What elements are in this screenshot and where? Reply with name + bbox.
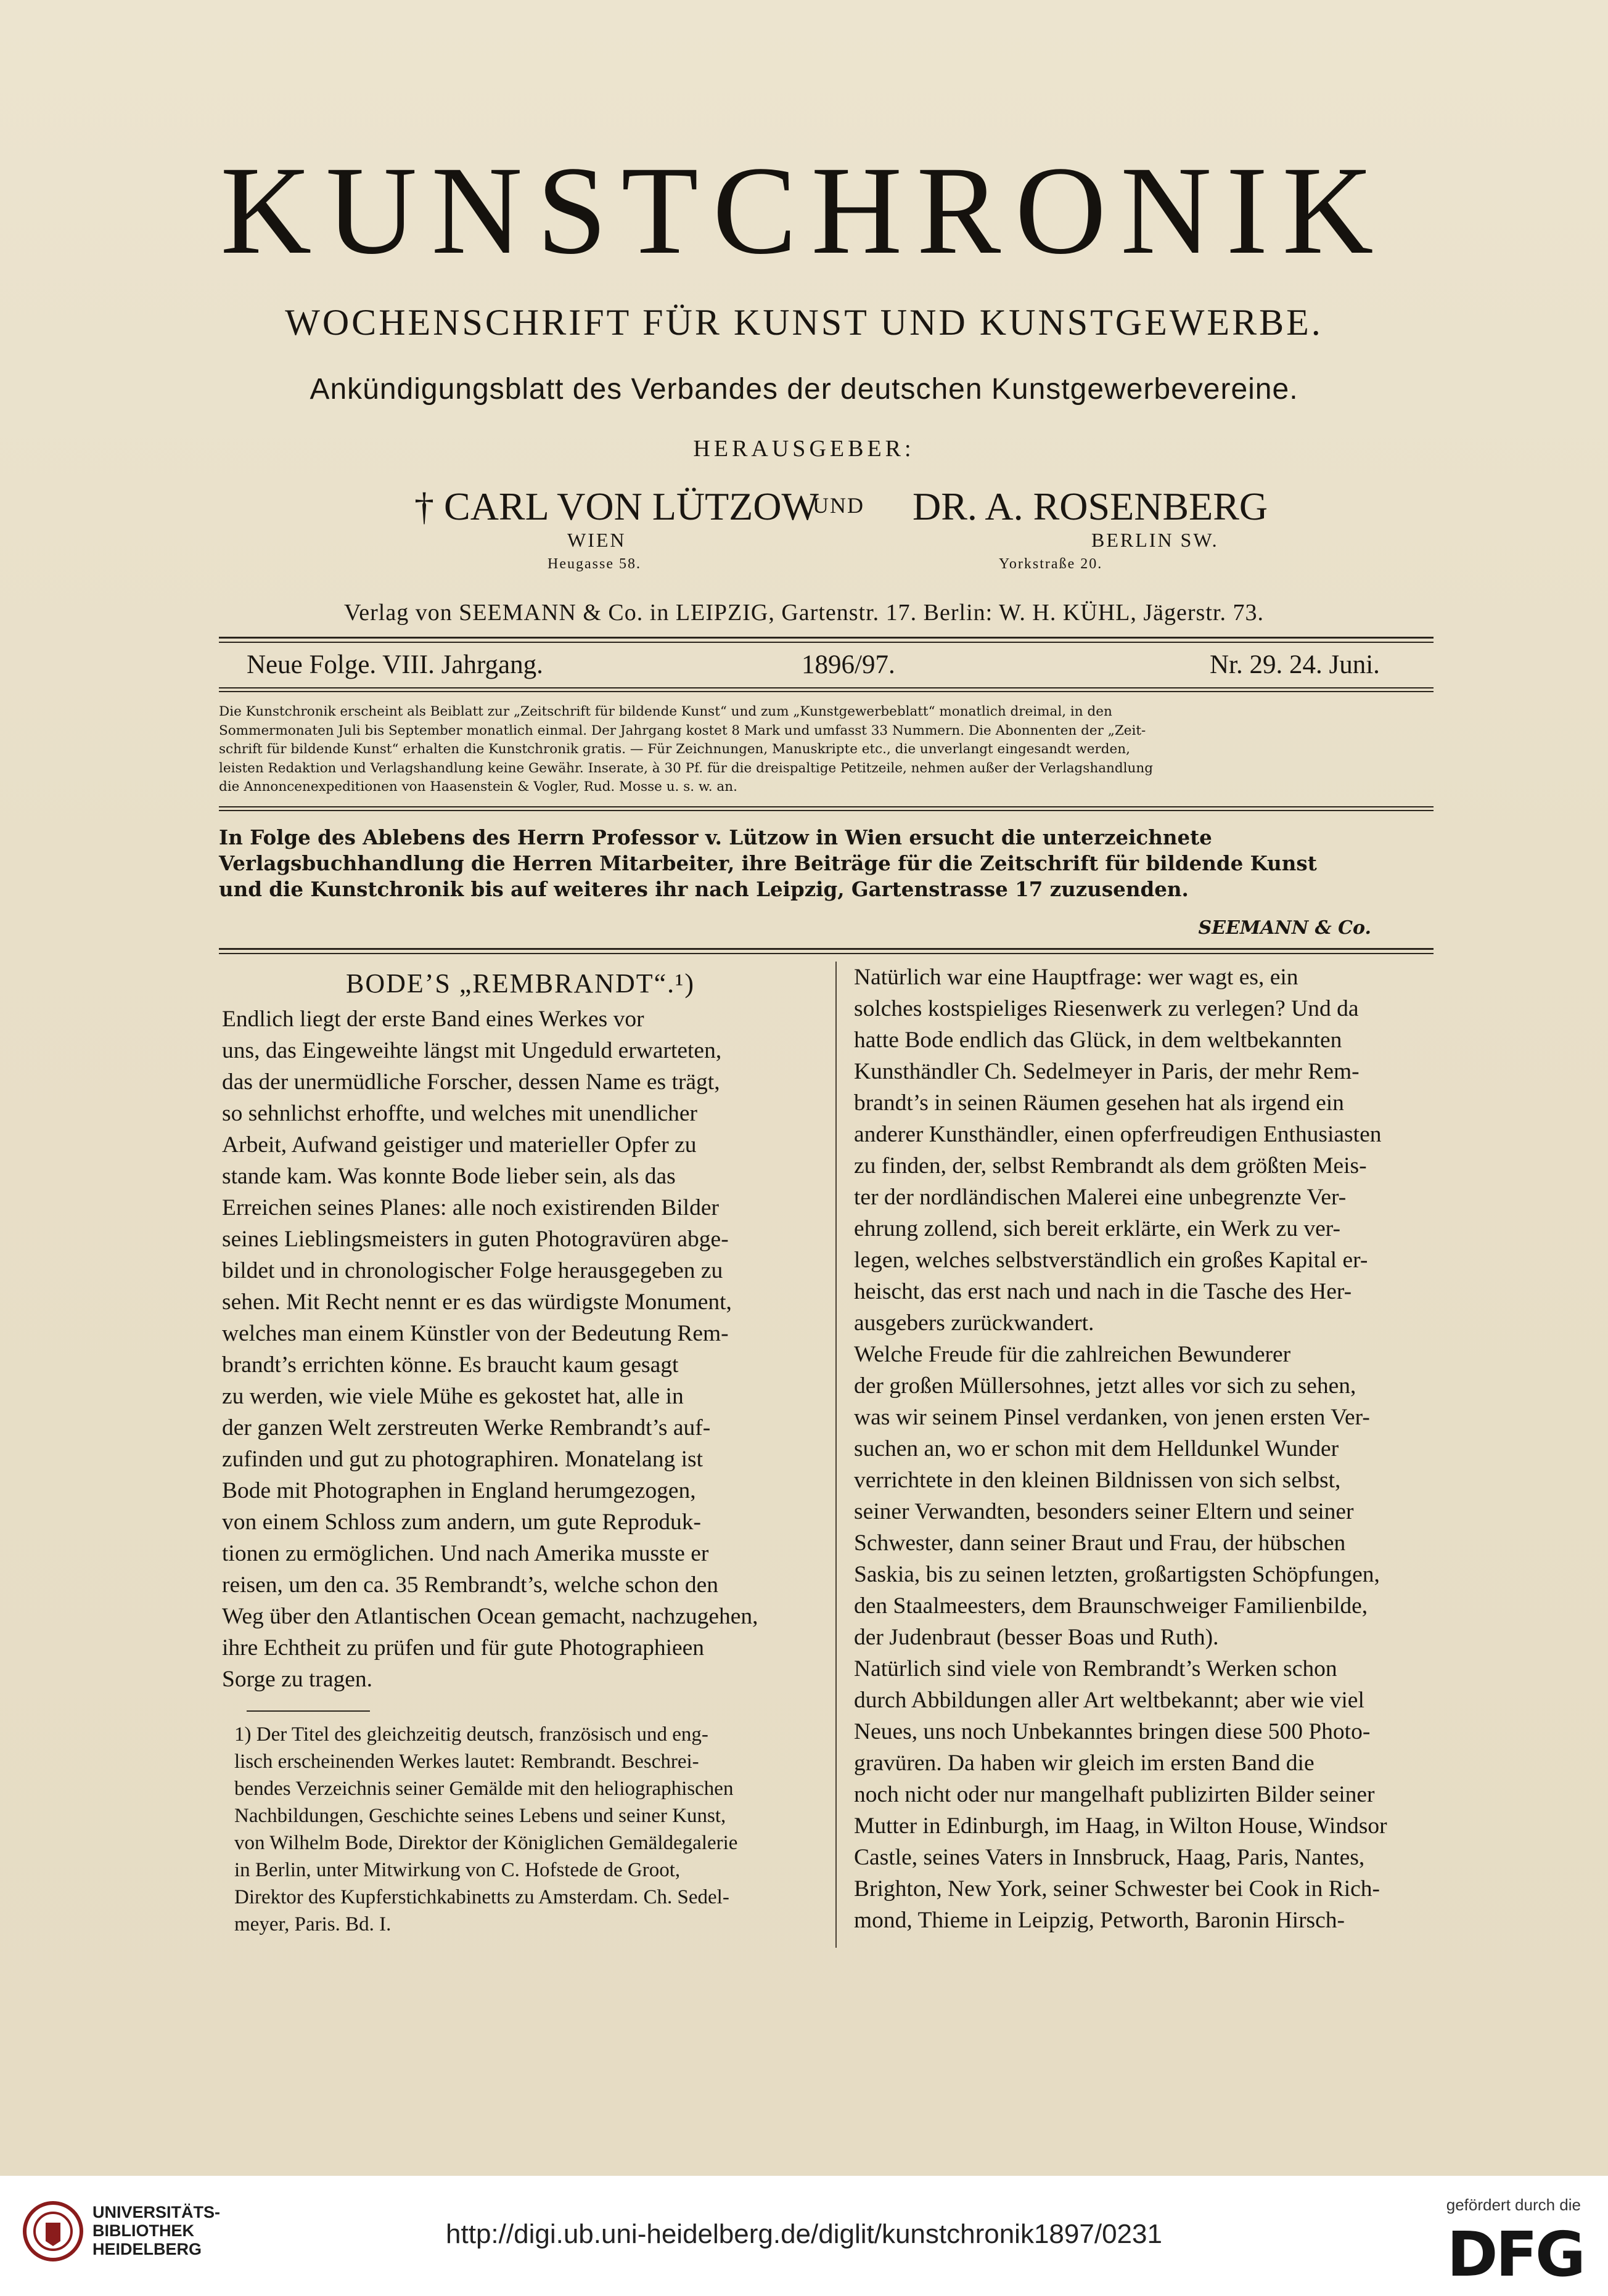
text-line: tionen zu ermöglichen. Und nach Amerika musste er (222, 1541, 709, 1566)
issue-number: Nr. 29. 24. Juni. (1210, 650, 1380, 679)
library-line: UNIVERSITÄTS- (92, 2203, 221, 2221)
herausgeber-label: HERAUSGEBER: (693, 436, 915, 462)
editor2-city: BERLIN SW. (1091, 529, 1219, 551)
text-line: sehen. Mit Recht nennt er es das würdigste Monument, (222, 1289, 732, 1315)
footnote-line: bendes Verzeichnis seiner Gemälde mit den heliographischen (234, 1778, 734, 1800)
text-line: so sehnlichst erhoffte, und welches mit unendlicher (222, 1101, 697, 1126)
library-line: HEIDELBERG (92, 2240, 202, 2258)
notice-line: leisten Redaktion und Verlagshandlung keine Gewähr. Inserate, à 30 Pf. für die dreispaltige Petitzeile, nehmen außer der Verlagshandlung (219, 760, 1153, 776)
editor2-address: Yorkstraße 20. (999, 556, 1103, 572)
text-line: Bode mit Photographen in England herumgezogen, (222, 1478, 696, 1503)
und-word: UND (813, 493, 864, 518)
publisher-line: Verlag von SEEMANN & Co. in LEIPZIG, Gartenstr. 17. Berlin: W. H. KÜHL, Jägerstr. 73. (344, 600, 1264, 626)
masthead-subtitle: WOCHENSCHRIFT FÜR KUNST UND KUNSTGEWERBE. (285, 302, 1323, 343)
text-line: seiner Verwandten, besonders seiner Eltern und seiner (854, 1499, 1354, 1524)
permalink-url[interactable]: http://digi.ub.uni-heidelberg.de/diglit/kunstchronik1897/0231 (446, 2219, 1162, 2249)
text-line: was wir seinem Pinsel verdanken, von jenen ersten Ver- (854, 1405, 1370, 1430)
rule-article-1 (219, 948, 1434, 950)
publisher-signature: SEEMANN & Co. (1198, 917, 1371, 939)
text-line: brandt’s in seinen Räumen gesehen hat als irgend ein (854, 1090, 1344, 1116)
footnote-rule (247, 1710, 370, 1712)
text-line: Brighton, New York, seiner Schwester bei Cook in Rich- (854, 1876, 1380, 1902)
notice-line: Sommermonaten Juli bis September monatlich einmal. Der Jahrgang kostet 8 Mark und umfasst 33 Nummern. Die Abonnenten der „Zeit- (219, 722, 1146, 738)
masthead-title: KUNSTCHRONIK (220, 141, 1388, 280)
text-line: der großen Müllersohnes, jetzt alles vor sich zu sehen, (854, 1373, 1356, 1399)
issue-year: 1896/97. (802, 650, 895, 679)
text-line: den Staalmeesters, dem Braunschweiger Familienbilde, (854, 1593, 1368, 1619)
library-line: BIBLIOTHEK (92, 2221, 194, 2240)
subscription-notice (219, 703, 1434, 797)
footnote (234, 1721, 819, 1938)
article-title: BODE’S „REMBRANDT“.¹) (345, 968, 695, 999)
text-line: heischt, das erst nach und nach in die Tasche des Her- (854, 1279, 1352, 1304)
text-line: Welche Freude für die zahlreichen Bewunderer (854, 1342, 1291, 1367)
text-line: durch Abbildungen aller Art weltbekannt; aber wie viel (854, 1688, 1364, 1713)
text-line: suchen an, wo er schon mit dem Helldunkel Wunder (854, 1436, 1339, 1461)
rule-issue-1 (219, 687, 1434, 688)
text-line: Natürlich sind viele von Rembrandt’s Werken schon (854, 1656, 1337, 1681)
text-line: Mutter in Edinburgh, im Haag, in Wilton House, Windsor (854, 1813, 1387, 1839)
footnote-line: 1) Der Titel des gleichzeitig deutsch, französisch und eng- (234, 1723, 708, 1746)
publisher-announcement (219, 825, 1434, 902)
text-line: Erreichen seines Planes: alle noch existirenden Bilder (222, 1195, 719, 1220)
text-line: das der unermüdliche Forscher, dessen Name es trägt, (222, 1069, 720, 1095)
article-left-column (222, 1003, 819, 1695)
text-line: ihre Echtheit zu prüfen und für gute Photographieen (222, 1635, 705, 1661)
text-line: Neues, uns noch Unbekanntes bringen diese 500 Photo- (854, 1719, 1371, 1744)
rule-top-1 (219, 637, 1434, 639)
text-line: Sorge zu tragen. (222, 1667, 373, 1692)
text-line: seines Lieblingsmeisters in guten Photogravüren abge- (222, 1227, 729, 1252)
text-line: legen, welches selbstverständlich ein großes Kapital er- (854, 1248, 1368, 1273)
rule-issue-2 (219, 691, 1434, 692)
text-line: Arbeit, Aufwand geistiger und materieller Opfer zu (222, 1132, 697, 1158)
article-right-column (854, 962, 1437, 1936)
text-line: von einem Schloss zum andern, um gute Reproduk- (222, 1510, 701, 1535)
text-line: stande kam. Was konnte Bode lieber sein, als das (222, 1164, 676, 1189)
announcement-text-line: Verlagsbuchhandlung die Herren Mitarbeiter, ihre Beiträge für die Zeitschrift für bildende Kunst (219, 851, 1317, 875)
text-line: der Judenbraut (besser Boas und Ruth). (854, 1625, 1219, 1650)
editor1-city: WIEN (567, 529, 626, 551)
footnote-line: in Berlin, unter Mitwirkung von C. Hofstede de Groot, (234, 1859, 681, 1881)
text-line: ter der nordländischen Malerei eine unbegrenzte Ver- (854, 1185, 1347, 1210)
text-line: noch nicht oder nur mangelhaft publizirten Bilder seiner (854, 1782, 1375, 1807)
text-line: reisen, um den ca. 35 Rembrandt’s, welche schon den (222, 1572, 718, 1598)
text-line: mond, Thieme in Leipzig, Petworth, Baronin Hirsch- (854, 1908, 1345, 1933)
text-line: Schwester, dann seiner Braut und Frau, der hübschen (854, 1530, 1346, 1556)
text-line: uns, das Eingeweihte längst mit Ungeduld erwarteten, (222, 1038, 722, 1063)
rule-article-2 (219, 953, 1434, 954)
text-line: zu werden, wie viele Mühe es gekostet hat, alle in (222, 1384, 684, 1409)
text-line: bildet und in chronologischer Folge herausgegeben zu (222, 1258, 723, 1283)
editor1-name: † CARL VON LÜTZOW (414, 484, 819, 528)
notice-line: die Annoncenexpeditionen von Haasenstein & Vogler, Rud. Mosse u. s. w. an. (219, 779, 737, 795)
text-line: solches kostspieliges Riesenwerk zu verlegen? Und da (854, 996, 1359, 1021)
text-line: Natürlich war eine Hauptfrage: wer wagt es, ein (854, 965, 1298, 990)
text-line: Saskia, bis zu seinen letzten, großartigsten Schöpfungen, (854, 1562, 1380, 1587)
text-line: zu finden, der, selbst Rembrandt als dem größten Meis- (854, 1153, 1367, 1179)
column-separator (835, 962, 837, 1948)
text-line: Endlich liegt der erste Band eines Werkes vor (222, 1007, 644, 1032)
footnote-line: Nachbildungen, Geschichte seines Lebens und seiner Kunst, (234, 1805, 726, 1827)
announcement-text-line: In Folge des Ablebens des Herrn Professor v. Lützow in Wien ersucht die unterzeichnete (219, 825, 1212, 849)
text-line: ehrung zollend, sich bereit erklärte, ein Werk zu ver- (854, 1216, 1340, 1241)
footnote-line: von Wilhelm Bode, Direktor der Königlichen Gemäldegalerie (234, 1832, 738, 1854)
text-line: Weg über den Atlantischen Ocean gemacht, nachzugehen, (222, 1604, 758, 1629)
text-line: ausgebers zurückwandert. (854, 1310, 1094, 1336)
text-line: der ganzen Welt zerstreuten Werke Rembrandt’s auf- (222, 1415, 711, 1440)
issue-series: Neue Folge. VIII. Jahrgang. (247, 650, 543, 679)
text-line: brandt’s errichten könne. Es braucht kaum gesagt (222, 1352, 679, 1378)
text-line: hatte Bode endlich das Glück, in dem weltbekannten (854, 1027, 1342, 1053)
text-line: anderer Kunsthändler, einen opferfreudigen Enthusiasten (854, 1122, 1382, 1147)
footnote-line: meyer, Paris. Bd. I. (234, 1913, 392, 1935)
rule-top-2 (219, 642, 1434, 643)
text-line: verrichtete in den kleinen Bildnissen von sich selbst, (854, 1468, 1341, 1493)
notice-line: Die Kunstchronik erscheint als Beiblatt zur „Zeitschrift für bildende Kunst“ und zum „Kunstgewerbeblatt“ monatlich dreimal, in den (219, 704, 1112, 719)
announcement-line: Ankündigungsblatt des Verbandes der deutschen Kunstgewerbevereine. (310, 373, 1298, 406)
notice-line: schrift für bildende Kunst“ erhalten die Kunstchronik gratis. — Für Zeichnungen, Manuskripte etc., die unverlangt eingesandt werden, (219, 742, 1130, 757)
editor2-name: DR. A. ROSENBERG (913, 484, 1268, 528)
text-line: Kunsthändler Ch. Sedelmeyer in Paris, der mehr Rem- (854, 1059, 1360, 1084)
text-line: gravüren. Da haben wir gleich im ersten Band die (854, 1751, 1315, 1776)
text-line: zufinden und gut zu photographiren. Monatelang ist (222, 1447, 704, 1472)
text-line: welches man einem Künstler von der Bedeutung Rem- (222, 1321, 729, 1346)
rule-notice-1 (219, 806, 1434, 807)
funding-label: gefördert durch die (1446, 2196, 1581, 2214)
footnote-line: lisch erscheinenden Werkes lautet: Rembrandt. Beschrei- (234, 1751, 699, 1773)
dfg-logo: DFG (1446, 2218, 1583, 2290)
rule-notice-2 (219, 810, 1434, 811)
text-line: Castle, seines Vaters in Innsbruck, Haag, Paris, Nantes, (854, 1845, 1365, 1870)
announcement-text-line: und die Kunstchronik bis auf weiteres ihr nach Leipzig, Gartenstrasse 17 zuzusenden. (219, 877, 1189, 901)
footnote-line: Direktor des Kupferstichkabinetts zu Amsterdam. Ch. Sedel- (234, 1886, 729, 1908)
editor1-address: Heugasse 58. (548, 556, 641, 572)
